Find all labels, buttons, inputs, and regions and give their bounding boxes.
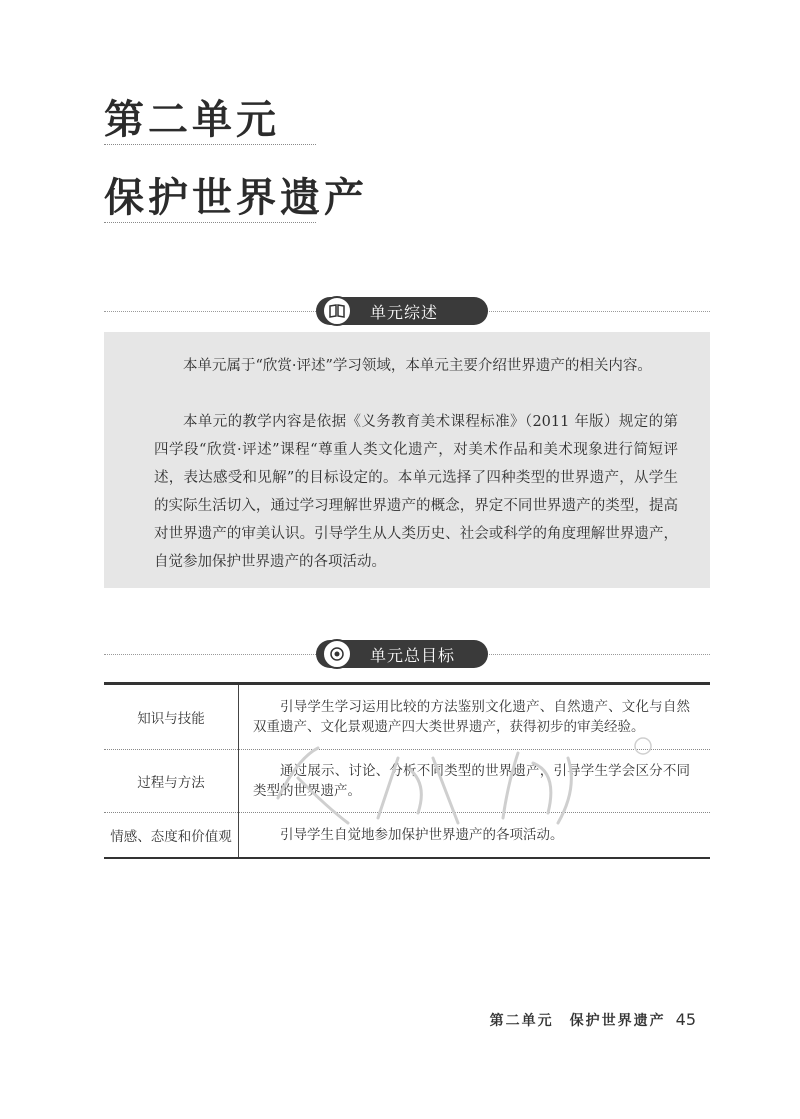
- goal-description: 引导学生自觉地参加保护世界遗产的各项活动。: [239, 813, 711, 859]
- table-row: [104, 813, 710, 859]
- goal-category: 知识与技能: [104, 684, 239, 750]
- title-divider: [104, 144, 316, 145]
- goals-heading: 单元总目标: [370, 645, 456, 665]
- page-footer: [490, 1010, 696, 1030]
- unit-title: 保护世界遗产: [104, 174, 368, 221]
- goal-category: 情感、态度和价值观: [104, 813, 239, 859]
- title-divider: [104, 222, 316, 223]
- running-title: 第二单元 保护世界遗产: [489, 1013, 666, 1029]
- table-row: [104, 684, 710, 750]
- overview-paragraph: 本单元的教学内容是依据《义务教育美术课程标准》（2011 年版）规定的第四学段“欣赏·评述”课程“尊重人类文化遗产，对美术作品和美术现象进行简短评述，表达感受和见解”的目标设定的。本单元选择了四种类型的世界遗产，从学生的实际生活切入，通过学习理解世界遗产的概念，界定不同世界遗产的类型，提高对世界遗产的审美认识。引导学生从人类历史、社会或科学的角度理解世界遗产，自觉参加保护世界遗产的各项活动。: [154, 414, 678, 570]
- unit-label: 第二单元: [104, 96, 280, 143]
- target-icon: [322, 639, 352, 669]
- goal-description: 通过展示、讨论、分析不同类型的世界遗产，引导学生学会区分不同类型的世界遗产。: [239, 750, 711, 813]
- overview-box: [104, 332, 710, 588]
- goals-heading-pill: [316, 640, 488, 668]
- goal-description: 引导学生学习运用比较的方法鉴别文化遗产、自然遗产、文化与自然双重遗产、文化景观遗产四大类世界遗产，获得初步的审美经验。: [253, 699, 690, 735]
- page-number: 45: [675, 1010, 696, 1029]
- book-icon: [322, 296, 352, 326]
- overview-paragraph: 本单元属于“欣赏·评述”学习领域，本单元主要介绍世界遗产的相关内容。: [183, 358, 652, 374]
- overview-heading: 单元综述: [370, 302, 439, 322]
- goal-category: 过程与方法: [104, 750, 239, 813]
- overview-heading-pill: [316, 297, 488, 325]
- goals-table: [104, 682, 710, 859]
- table-row: [104, 750, 710, 813]
